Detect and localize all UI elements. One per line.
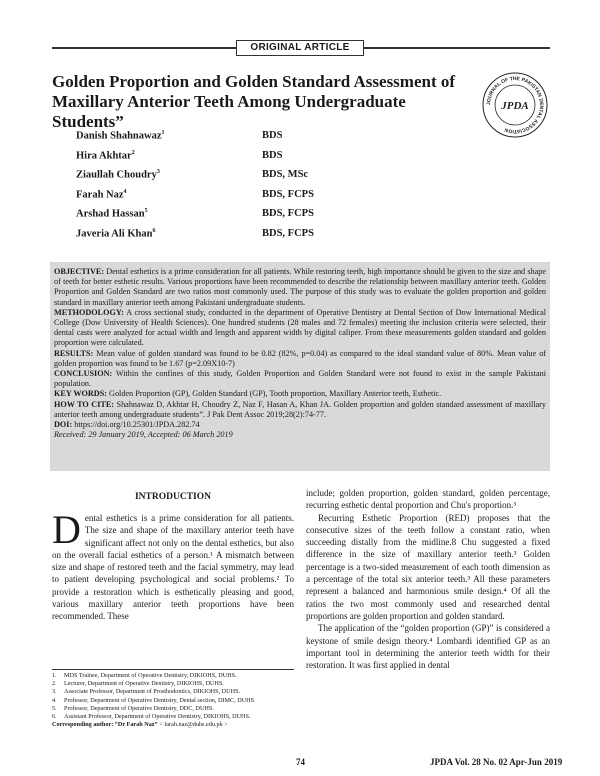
right-column — [306, 487, 550, 671]
abstract-box — [50, 262, 550, 471]
footnote: 5. Professor, Department of Operative Dentistry, DDC, DUHS. — [52, 704, 214, 712]
abstract-citation: HOW TO CITE: Shahnawaz D, Akhtar H, Choudry Z, Naz F, Hasan A, Khan JA. Golden proportion and golden standard assessment of maxillary anterior teeth among undergraduate students”. J Pak Dent Assoc 2019;28(2):74-77. — [54, 399, 546, 419]
logo-ring-text: JOURNAL OF THE PAKISTAN DENTAL ASSOCIATION — [485, 75, 545, 135]
section-heading-introduction: INTRODUCTION — [134, 492, 211, 502]
author-row: Hira Akhtar$^2$ BDS — [76, 150, 376, 170]
abstract-conclusion: CONCLUSION: Within the confines of this study, Golden Proportion and Golden Standard were not found to exist in the sample Pakistani population. — [54, 369, 546, 389]
footnote: 2. Lecturer, Department of Operative Dentistry, DIKIOHS, DUHS. — [52, 680, 224, 688]
doi-link[interactable]: https://doi.org/10.25301/JPDA.282.74 — [74, 420, 200, 430]
body-paragraph: include; golden proportion, golden standard, golden percentage, recurring esthetic dental proportion and Chu's proportion.³ — [306, 488, 550, 511]
dropcap: D — [52, 507, 81, 552]
article-title — [52, 72, 462, 132]
abstract-results: RESULTS: Mean value of golden standard was found to be 0.82 (82%, p=0.04) as compared to the ideal standard value of 80%. Mean value of golden proportion was found to be 1.67 (p=2.09X10-7) — [54, 348, 547, 368]
author-degree: BDS, FCPS — [262, 227, 314, 239]
footnote: 3. Associate Professor, Department of Prosthodontics, DIKIOHS, DUHS. — [52, 688, 241, 696]
author-row: Ziaullah Choudry$^3$ BDS, MSc — [76, 169, 376, 189]
author-row: Farah Naz$^4$ BDS, FCPS — [76, 189, 376, 209]
abstract-dates: Received: 29 January 2019, Accepted: 06 March 2019 — [54, 430, 233, 440]
author-row: Danish Shahnawaz$^1$ BDS — [76, 130, 376, 150]
page-number: 74 — [296, 757, 305, 767]
footnote: 6. Assistant Professor, Department of Operative Dentistry, DIKIOHS, DUHS. — [52, 713, 251, 721]
author-degree: BDS, FCPS — [262, 188, 314, 200]
abstract-doi: DOI: https://doi.org/10.25301/JPDA.282.74 — [54, 420, 200, 430]
corresponding-email[interactable]: < farah.naz@duhs.edu.pk > — [159, 721, 228, 729]
author-degree: BDS — [262, 149, 283, 161]
abstract-objective: OBJECTIVE: Dental esthetics is a prime consideration for all patients. While restoring teeth, high importance should be given to the size and shape of teeth for better esthetic results. Various proportions have been recommended to describe the relationship between maxillary anterior teeth. Golden Proportion and Golden Standard are two ratios most commonly used. The purpose of this study was to evaluate the golden proportion and golden standard in maxillary anterior teeth among Pakistani undergraduate students. — [54, 267, 546, 307]
author-degree: BDS, FCPS — [262, 208, 314, 219]
logo-mark-text: JPDA — [501, 100, 529, 112]
jpda-logo — [482, 72, 548, 138]
article-type-tag: ORIGINAL ARTICLE — [236, 40, 364, 56]
author-row: Javeria Ali Khan$^6$ BDS, FCPS — [76, 228, 376, 248]
journal-info: JPDA Vol. 28 No. 02 Apr-Jun 2019 — [430, 757, 563, 767]
corresponding-author: Corresponding author: “Dr Farah Naz” < farah.naz@duhs.edu.pk > — [52, 721, 228, 729]
intro-paragraph: Dental esthetics is a prime consideration for all patients. The size and shape of the maxillary anterior teeth have significant affect not only on the dental esthetics, but also on the overall facial esthetics of a person.¹ A mismatch between size and shape of restored teeth and the facial symmetry, may lead to patient developing psychological and social problems.² To provide a restoration which is esthetically pleasing and good, various maxillary anterior teeth proportions have been recommended. These — [52, 507, 294, 622]
author-list — [76, 130, 376, 247]
left-column — [52, 487, 294, 623]
affiliation-footnotes — [52, 669, 294, 729]
footnote: 1. MDS Trainee, Department of Operative Dentistry, DIKIOHS, DUHS. — [52, 672, 237, 679]
author-degree: BDS, MSc — [262, 169, 309, 180]
title-line-2: Maxillary Anterior Teeth Among Undergraduate Students” — [52, 92, 406, 131]
author-degree: BDS — [262, 130, 283, 141]
abstract-methodology: METHODOLOGY: A cross sectional study, conducted in the department of Operative Dentistry at Dental Section of Dow International Medical College (Dow University of Health Sciences). One hundred students (28 males and 72 females) meeting the inclusion criteria were selected, their dental casts were analyzed for actual width and length and apparent width by digital caliper. From these measurements golden standard and golden proportion were calculated. — [54, 307, 546, 348]
abstract-keywords: KEY WORDS: Golden Proportion (GP), Golden Standard (GP), Tooth proportion, Maxillary Anterior teeth, Esthetic. — [54, 389, 442, 399]
author-row: Arshad Hassan$^5$ BDS, FCPS — [76, 208, 376, 228]
footnote: 4. Professor, Department of Operative Dentistry, Dental section, DIMC, DUHS — [52, 696, 255, 704]
title-line-1: Golden Proportion and Golden Standard Assessment of — [52, 72, 456, 91]
body-paragraph: Recurring Esthetic Proportion (RED) proposes that the consecutive sizes of the teeth follow a constant ratio, when succeeding distally from the midline.8 Chu suggested a fixed difference in the size of maxillary anterior teeth.³ Golden percentage is a two-sided measurement of each tooth dimension as a percentage of the total six anterior teeth.³ All these parameters represent a balanced and harmonious smile design.⁴ Of all the ratios the two most commonly used and researched dental proportions are golden proportion and golden standard. — [306, 512, 550, 621]
body-paragraph: The application of the “golden proportion (GP)” is considered a keystone of smile design theory.⁴ Lombardi identified GP as an important tool in determining the anterior teeth width for their restoration. It was first applied in dental — [306, 623, 550, 671]
